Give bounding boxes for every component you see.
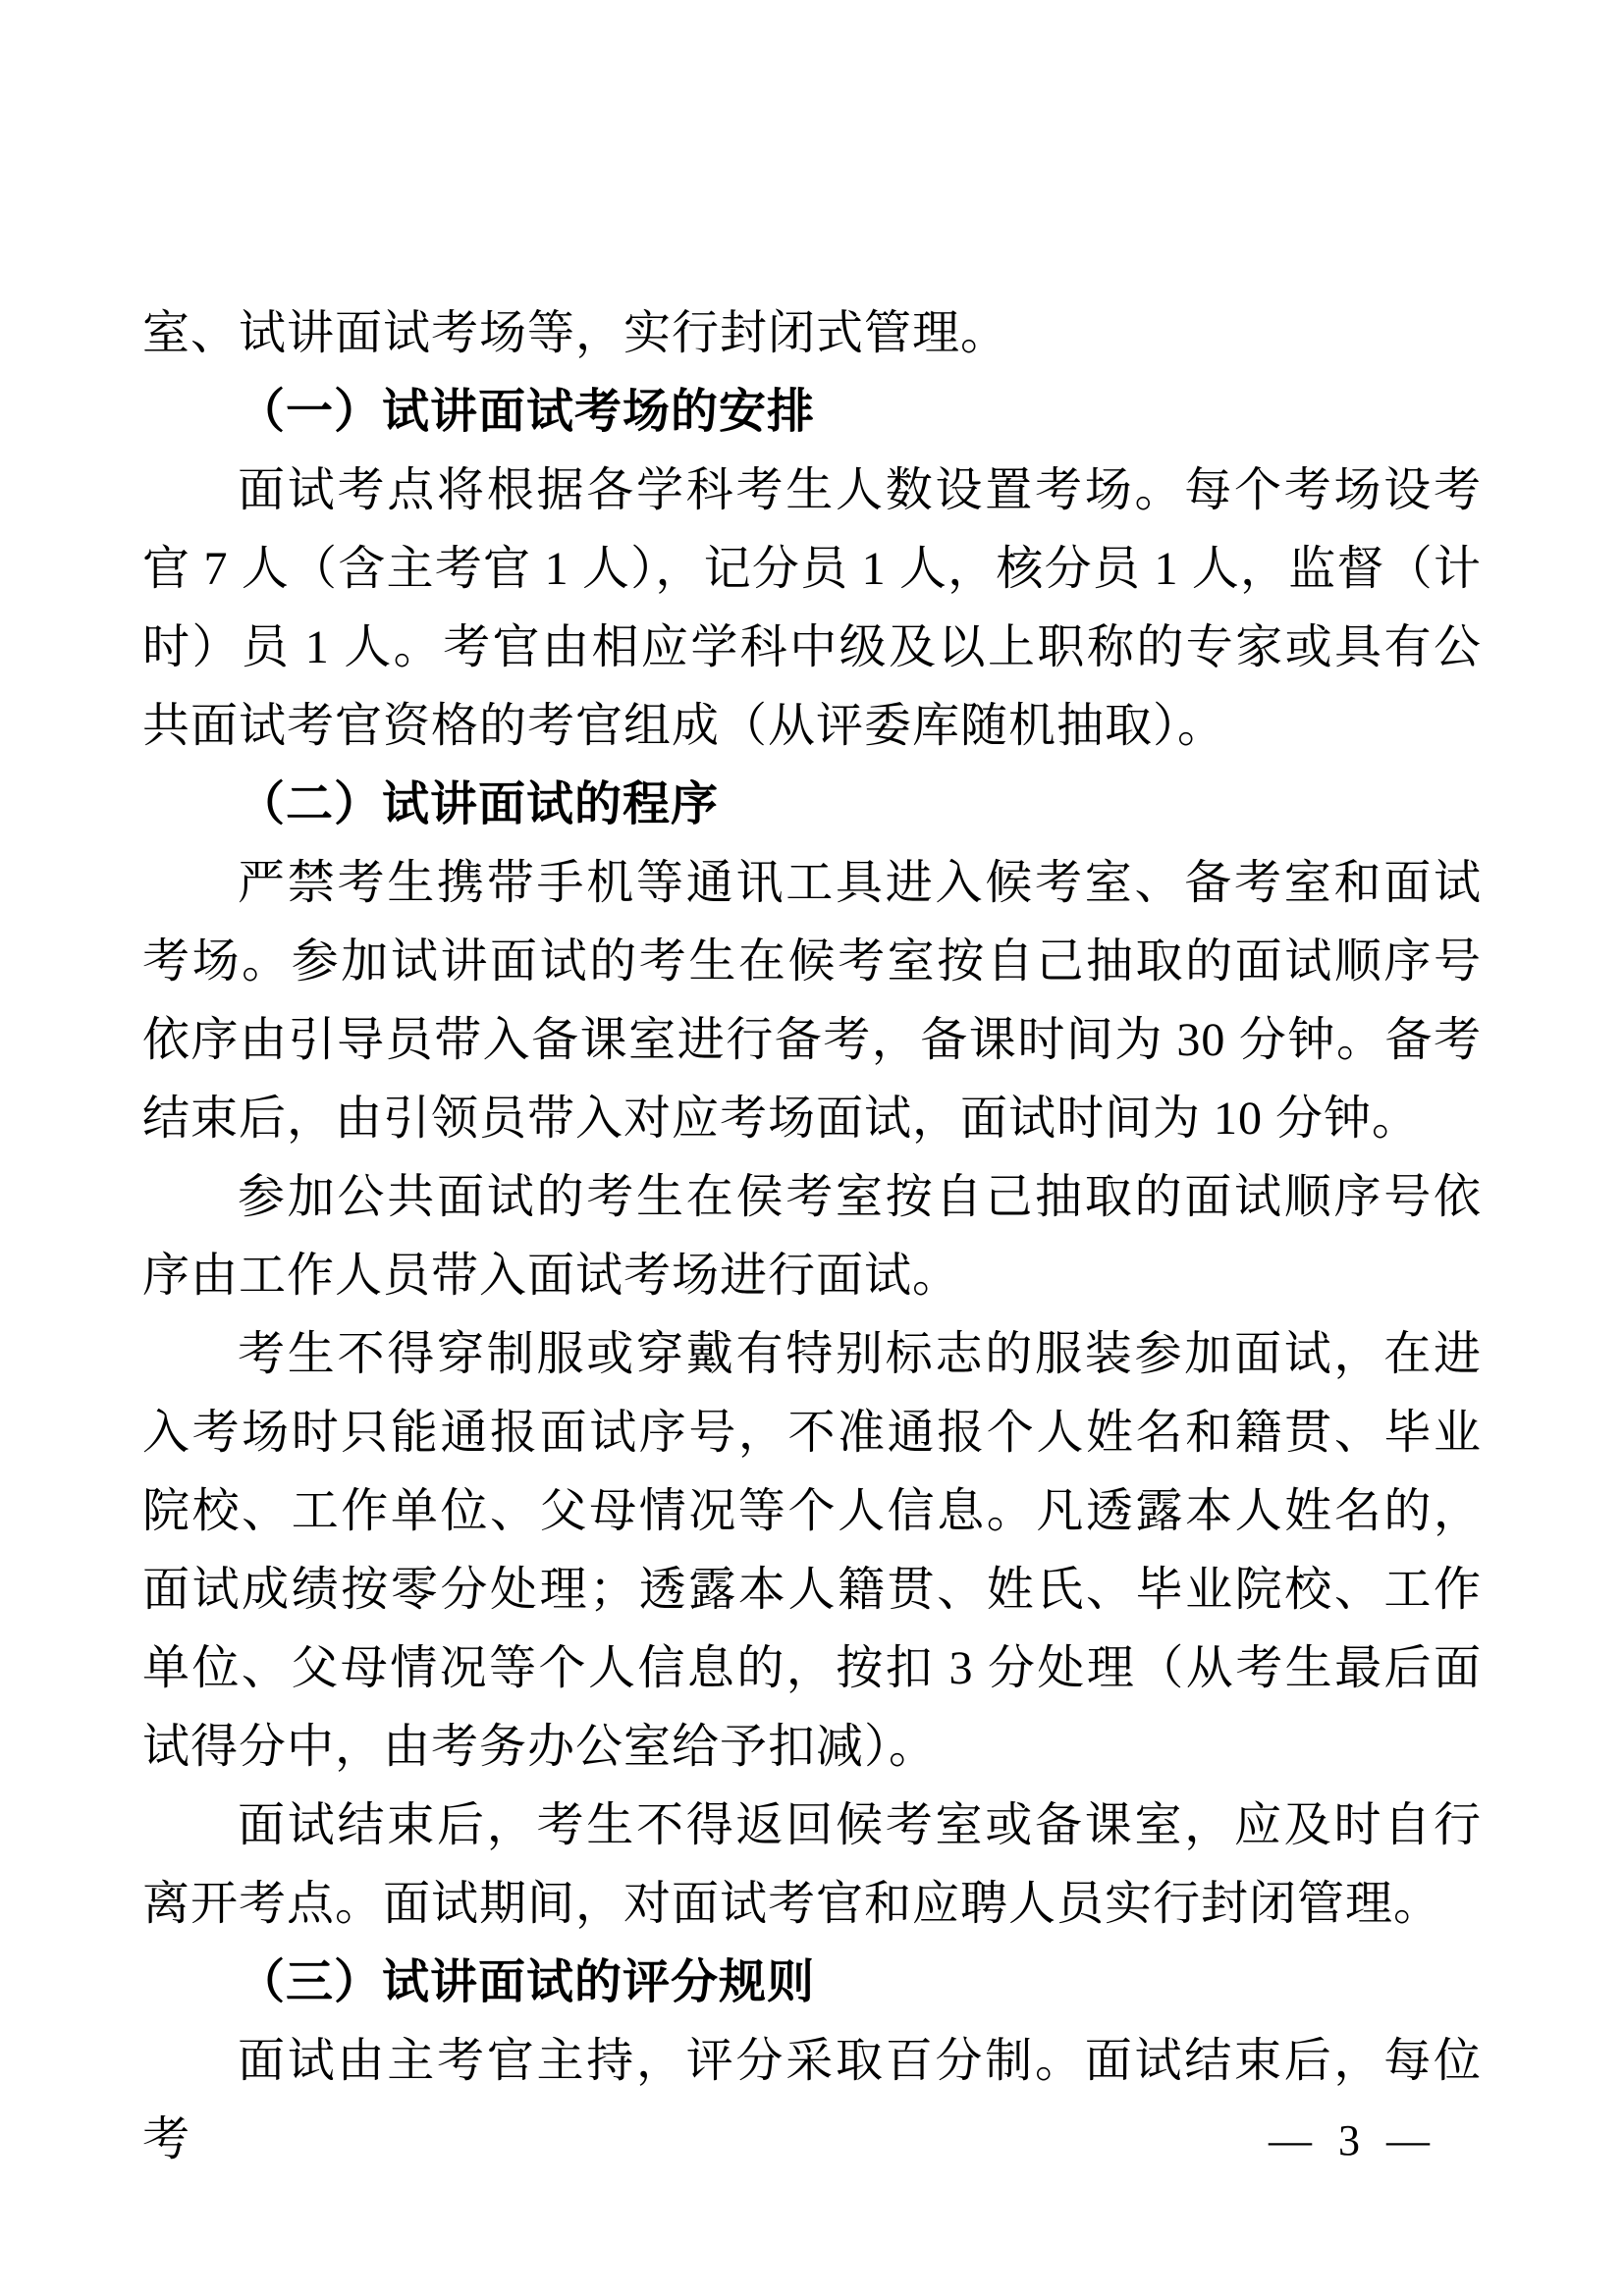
paragraph: 考生不得穿制服或穿戴有特别标志的服装参加面试，在进入考场时只能通报面试序号，不准通报个人姓名和籍贯、毕业院校、工作单位、父母情况等个人信息。凡透露本人姓名的，面试成绩按零分处理；透露本人籍贯、姓氏、毕业院校、工作单位、父母情况等个人信息的，按扣 3 分处理（从考生最后面试得分中，由考务办公室给予扣减）。 [142, 1328, 1482, 1773]
paragraph: 严禁考生携带手机等通讯工具进入候考室、备考室和面试考场。参加试讲面试的考生在候考室按自己抽取的面试顺序号依序由引导员带入备课室进行备考，备课时间为 30 分钟。备考结束后，由引领员带入对应考场面试，面试时间为 10 分钟。 [142, 857, 1482, 1145]
page-number: — 3 — [1269, 2116, 1437, 2164]
section-heading: （一）试讲面试考场的安排 [238, 386, 816, 438]
paragraph: 室、试讲面试考场等，实行封闭式管理。 [142, 307, 1009, 359]
section-heading: （三）试讲面试的评分规则 [238, 1956, 816, 2008]
paragraph: 参加公共面试的考生在侯考室按自己抽取的面试顺序号依序由工作人员带入面试考场进行面试。 [142, 1171, 1482, 1302]
paragraph: 面试由主考官主持，评分采取百分制。面试结束后，每位考 [142, 2035, 1482, 2165]
document-body [142, 294, 1482, 2179]
paragraph: 面试结束后，考生不得返回候考室或备课室，应及时自行离开考点。面试期间，对面试考官和应聘人员实行封闭管理。 [142, 1799, 1482, 1930]
paragraph: 面试考点将根据各学科考生人数设置考场。每个考场设考官 7 人（含主考官 1 人），记分员 1 人，核分员 1 人，监督（计时）员 1 人。考官由相应学科中级及以上职称的专家或具有公共面试考官资格的考官组成（从评委库随机抽取）。 [142, 464, 1482, 752]
section-heading: （二）试讲面试的程序 [238, 778, 720, 830]
